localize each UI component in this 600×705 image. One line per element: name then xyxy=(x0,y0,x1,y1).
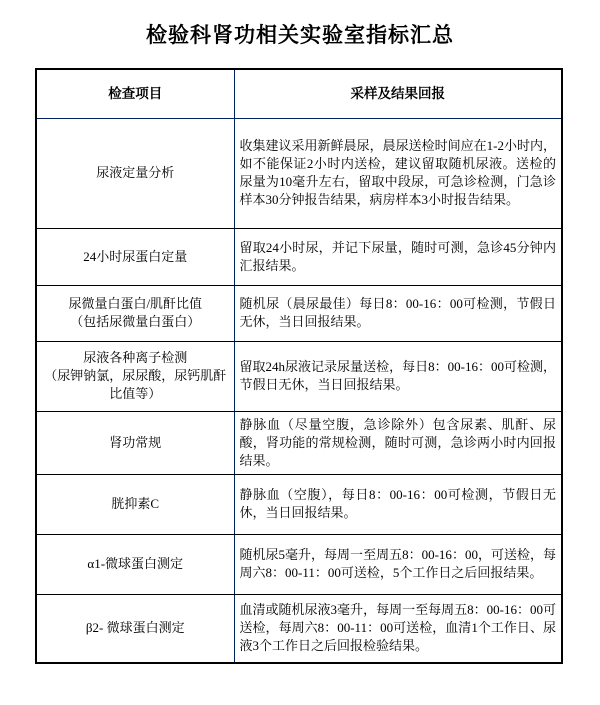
item-line: β2- 微球蛋白测定 xyxy=(85,620,185,636)
report-cell: 留取24小时尿，并记下尿量，随时可测，急诊45分钟内汇报结果。 xyxy=(234,228,562,285)
item-cell xyxy=(36,341,234,411)
table-row xyxy=(36,534,562,594)
item-cell xyxy=(36,118,234,228)
table-row xyxy=(36,411,562,474)
item-line: α1-微球蛋白测定 xyxy=(87,556,184,571)
column-header-report: 采样及结果回报 xyxy=(234,69,562,118)
page-title: 检验科肾功相关实验室指标汇总 xyxy=(146,23,454,47)
table-row xyxy=(36,341,562,411)
item-cell xyxy=(36,594,234,663)
item-line: （包括尿微量白蛋白） xyxy=(70,314,201,329)
table-row xyxy=(36,285,562,341)
item-line: 胱抑素C xyxy=(111,496,160,511)
item-line: 24小时尿蛋白定量 xyxy=(83,248,188,264)
item-line: （尿钾钠氯，尿尿酸，尿钙肌酐 xyxy=(44,368,227,383)
item-line: 尿液各种离子检测 xyxy=(83,350,188,365)
report-cell: 随机尿5毫升，每周一至周五8：00-16：00，可送检，每周六8：00-11：00可送检，5个工作日之后回报结果。 xyxy=(234,534,562,594)
item-cell xyxy=(36,534,234,594)
column-header-item: 检查项目 xyxy=(36,69,234,118)
table-row xyxy=(36,594,562,663)
table-header-row xyxy=(36,69,562,118)
report-cell: 收集建议采用新鲜晨尿，晨尿送检时间应在1-2小时内，如不能保证2小时内送检，建议留取随机尿液。送检的尿量为10毫升左右，留取中段尿，可急诊检测，门急诊样本30分钟报告结果，病房样本3小时报告结果。 xyxy=(234,118,562,228)
table-row xyxy=(36,474,562,534)
table-row xyxy=(36,228,562,285)
item-line: 肾功常规 xyxy=(109,434,162,450)
report-cell: 静脉血（尽量空腹，急诊除外）包含尿素、肌酐、尿酸，肾功能的常规检测，随时可测，急诊两小时内回报结果。 xyxy=(234,411,562,474)
item-line: 比值等） xyxy=(109,386,162,401)
item-line: 尿液定量分析 xyxy=(96,165,175,180)
table-row xyxy=(36,118,562,228)
report-cell: 随机尿（晨尿最佳）每日8：00-16：00可检测，节假日无休，当日回报结果。 xyxy=(234,285,562,341)
report-cell: 静脉血（空腹），每日8：00-16：00可检测，节假日无休，当日回报结果。 xyxy=(234,474,562,534)
report-cell: 留取24h尿液记录尿量送检，每日8：00-16：00可检测，节假日无休，当日回报结果。 xyxy=(234,341,562,411)
item-line: 尿微量白蛋白/肌酐比值 xyxy=(68,296,203,311)
item-cell xyxy=(36,411,234,474)
report-cell: 血清或随机尿液3毫升，每周一至每周五8：00-16：00可送检，每周六8：00-11：00可送检，血清1个工作日、尿液3个工作日之后回报检验结果。 xyxy=(234,594,562,663)
item-cell xyxy=(36,228,234,285)
item-cell xyxy=(36,474,234,534)
lab-indicator-table xyxy=(35,68,563,664)
item-cell xyxy=(36,285,234,341)
